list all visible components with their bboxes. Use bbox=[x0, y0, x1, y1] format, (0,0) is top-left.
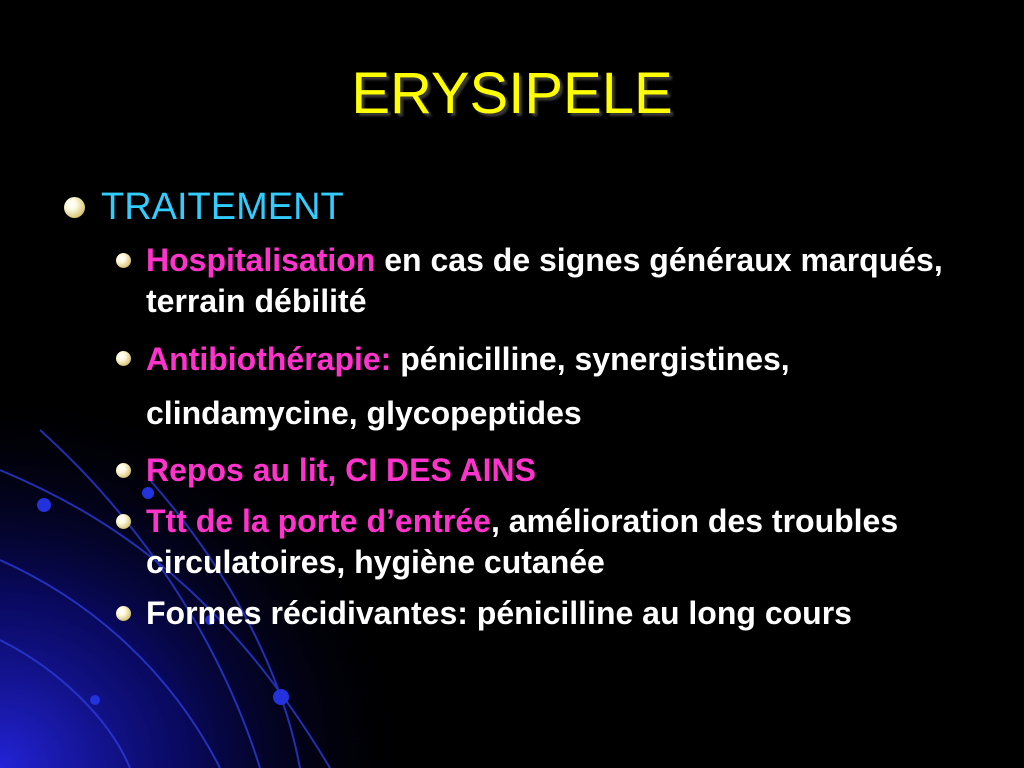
bullet-icon bbox=[116, 463, 131, 478]
list-item bbox=[112, 501, 992, 583]
item-highlight: Ttt de la porte d’entrée bbox=[146, 503, 491, 539]
list-item bbox=[112, 450, 992, 491]
section-heading-label: TRAITEMENT bbox=[101, 186, 344, 228]
bullet-list bbox=[112, 240, 992, 644]
item-text: en cas de signes généraux marqués, terrain débilité bbox=[146, 242, 943, 319]
item-highlight: Repos au lit, CI DES AINS bbox=[146, 452, 536, 488]
bullet-icon bbox=[116, 351, 131, 366]
list-item bbox=[112, 332, 992, 440]
item-highlight: Hospitalisation bbox=[146, 242, 376, 278]
list-item bbox=[112, 593, 992, 634]
slide-title: ERYSIPELE bbox=[351, 61, 673, 126]
bullet-icon bbox=[116, 514, 131, 529]
item-text: Formes récidivantes: pénicilline au long cours bbox=[146, 595, 852, 631]
decor-dot bbox=[90, 695, 100, 705]
bullet-icon bbox=[116, 606, 131, 621]
section-heading bbox=[62, 184, 344, 230]
bullet-icon bbox=[116, 253, 131, 268]
item-highlight: Antibiothérapie: bbox=[146, 341, 392, 377]
decor-dot bbox=[273, 689, 289, 705]
bullet-icon bbox=[64, 197, 85, 218]
item-text: pénicilline, synergistines, clindamycine, glycopeptides bbox=[146, 341, 790, 431]
item-text: , amélioration des troubles circulatoires, hygiène cutanée bbox=[146, 503, 899, 580]
list-item bbox=[112, 240, 992, 322]
decor-dot bbox=[37, 498, 51, 512]
